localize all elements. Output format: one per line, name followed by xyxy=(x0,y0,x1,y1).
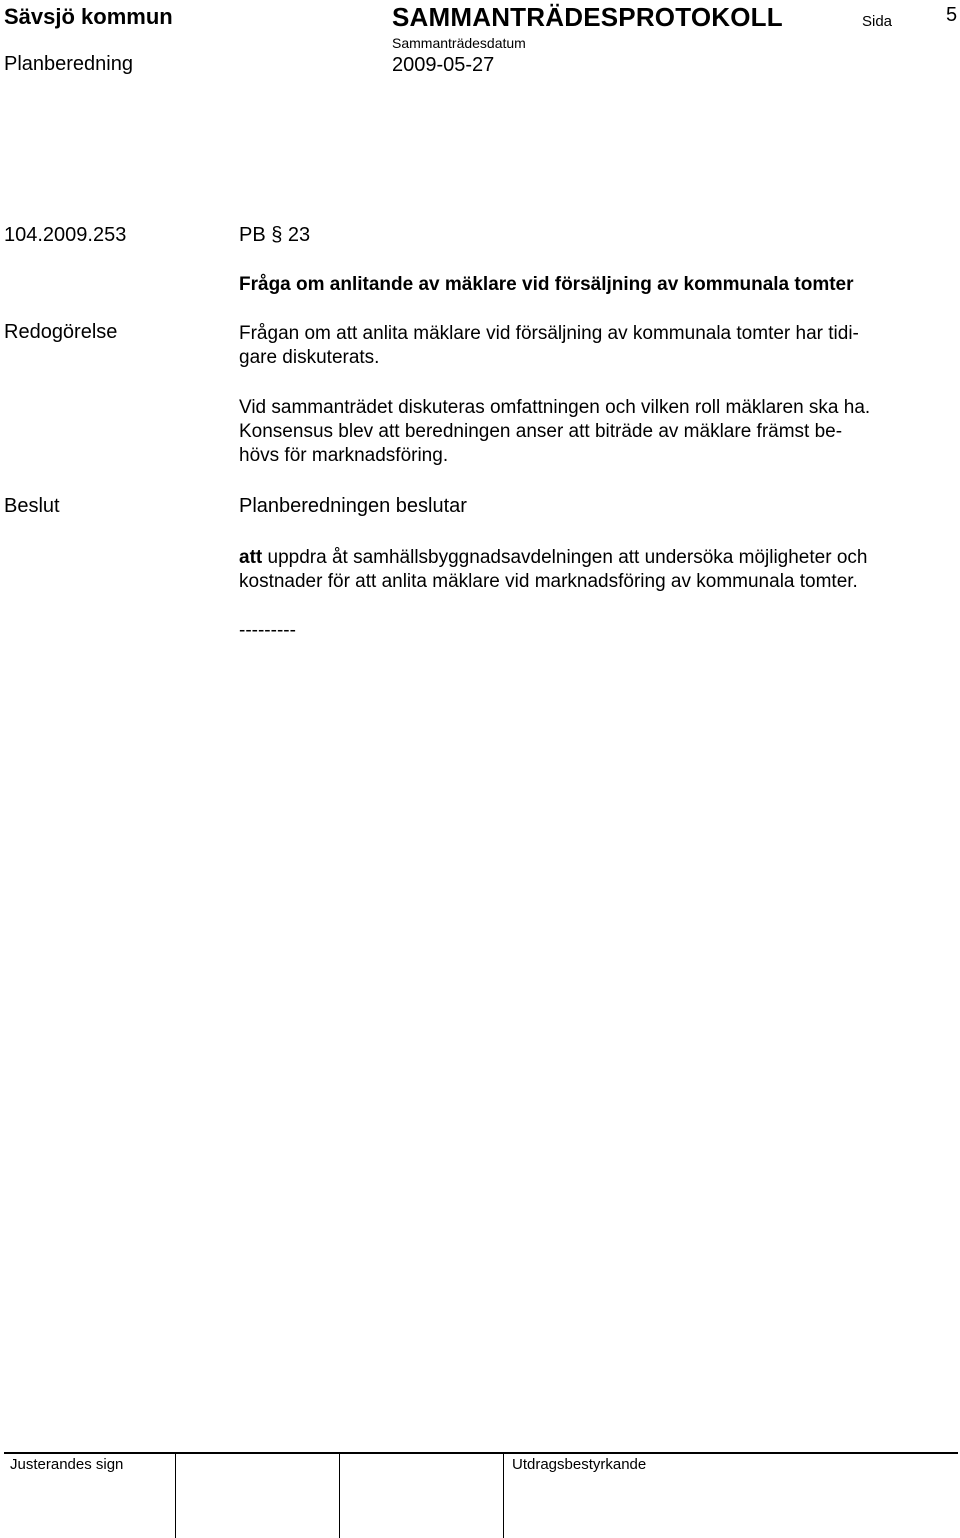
decision-line-2: kostnader för att anlita mäklare vid marknadsföring av kommunala tomter. xyxy=(239,571,858,592)
meeting-date-label: Sammanträdesdatum xyxy=(392,35,526,51)
signature-label: Justerandes sign xyxy=(10,1456,124,1473)
signature-box-divider xyxy=(339,1452,340,1538)
case-title: Fråga om anlitande av mäklare vid försäljning av kommunala tomter xyxy=(239,274,854,295)
text-line: gare diskuterats. xyxy=(239,347,380,368)
text-line: hövs för marknadsföring. xyxy=(239,445,449,466)
decision-text xyxy=(239,546,955,594)
section-label-redogorelse: Redogörelse xyxy=(4,321,118,343)
text-line: Frågan om att anlita mäklare vid försäljning av kommunala tomter har tidi- xyxy=(239,323,859,344)
text-line: Konsensus blev att beredningen anser att biträde av mäklare främst be- xyxy=(239,421,843,442)
document-type-title: SAMMANTRÄDESPROTOKOLL xyxy=(392,2,783,32)
signature-box-divider xyxy=(503,1452,504,1538)
footer-top-rule xyxy=(4,1452,958,1454)
decision-line-1 xyxy=(239,546,955,570)
decision-intro: Planberedningen beslutar xyxy=(239,495,467,517)
paragraph-reference: PB § 23 xyxy=(239,224,311,246)
page-number: 5 xyxy=(946,4,958,26)
section-separator: --------- xyxy=(239,620,296,641)
section-label-beslut: Beslut xyxy=(4,495,60,517)
certification-label: Utdragsbestyrkande xyxy=(512,1456,647,1473)
case-number: 104.2009.253 xyxy=(4,224,127,246)
text-line: Vid sammanträdet diskuteras omfattningen och vilken roll mäklaren ska ha. xyxy=(239,397,871,418)
municipality-name: Sävsjö kommun xyxy=(4,4,173,29)
page-label: Sida xyxy=(862,13,893,30)
redogorelse-paragraph-1 xyxy=(239,322,955,370)
meeting-date-value: 2009-05-27 xyxy=(392,54,495,76)
committee-name: Planberedning xyxy=(4,53,133,75)
decision-keyword: att xyxy=(239,547,263,568)
decision-line-1-text: uppdra åt samhällsbyggnadsavdelningen att undersöka möjligheter och xyxy=(262,547,868,568)
signature-box-divider xyxy=(175,1452,176,1538)
redogorelse-paragraph-2 xyxy=(239,396,955,468)
signature-footer xyxy=(4,1452,958,1538)
